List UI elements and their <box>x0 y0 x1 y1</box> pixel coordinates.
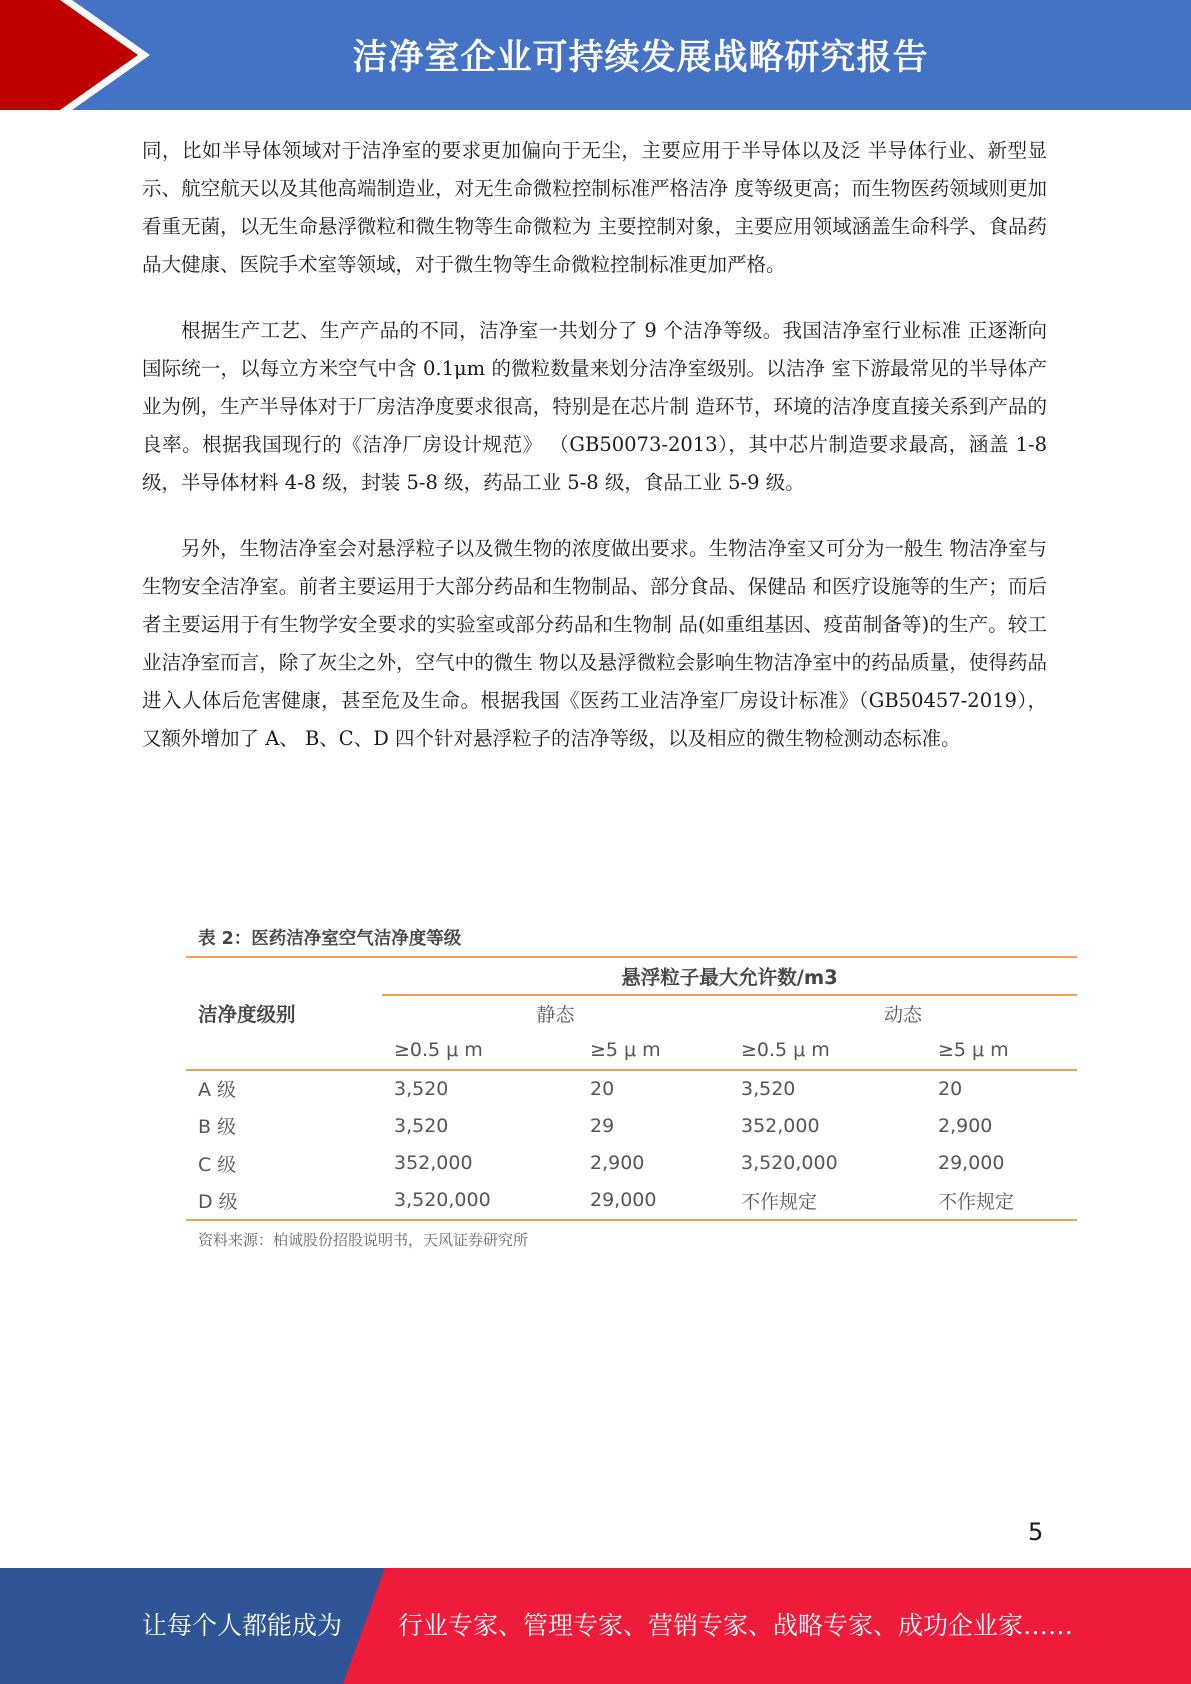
size-header-cell: ≥0.5 μ m <box>394 1039 483 1062</box>
grade-cell: D 级 <box>198 1190 238 1213</box>
value-cell: 352,000 <box>741 1114 820 1137</box>
state-dynamic-cell: 动态 <box>883 1004 922 1027</box>
grade-table <box>186 956 1077 1221</box>
table-row <box>186 1107 1077 1145</box>
value-cell: 29,000 <box>590 1189 657 1212</box>
grade-cell: A 级 <box>198 1079 237 1102</box>
value-cell: 2,900 <box>938 1114 993 1137</box>
paragraph-1: 同，比如半导体领域对于洁净室的要求更加偏向于无尘，主要应用于半导体以及泛 半导体行业、新型显示、航空航天以及其他高端制造业，对无生命微粒控制标准严格洁净 度等级更高；而生物医药领域则更加看重无菌，以无生命悬浮微粒和微生物等生命微粒为 主要控制对象，主要应用领域涵盖生命科学、食品药品大健康、医院手术室等领域，对于微生物等生命微粒控制标准更加严格。 <box>142 139 1047 276</box>
state-static-cell: 静态 <box>536 1004 575 1027</box>
value-cell: 3,520,000 <box>394 1189 491 1212</box>
footer-slogan-left: 让每个人都能成为 <box>142 1611 343 1640</box>
value-cell: 20 <box>590 1077 615 1100</box>
value-cell: 3,520,000 <box>741 1152 838 1175</box>
table-source-note: 资料来源：柏诚股份招股说明书，天风证券研究所 <box>198 1230 529 1249</box>
page-footer <box>0 1568 1191 1684</box>
size-header-cell: ≥0.5 μ m <box>741 1039 830 1062</box>
table-row <box>186 1070 1077 1108</box>
grade-cell: C 级 <box>198 1153 237 1176</box>
grade-cell: B 级 <box>198 1116 237 1139</box>
table-row <box>186 1145 1077 1183</box>
value-cell: 20 <box>938 1077 963 1100</box>
value-cell: 3,520 <box>394 1114 449 1137</box>
value-cell: 3,520 <box>394 1077 449 1100</box>
value-cell: 29 <box>590 1114 615 1137</box>
body-content <box>142 132 1047 786</box>
size-header-cell: ≥5 μ m <box>590 1039 661 1062</box>
page-number: 5 <box>1028 1518 1044 1546</box>
group-header-cell: 悬浮粒子最大允许数/m3 <box>621 965 838 989</box>
table-row <box>186 1182 1077 1220</box>
value-cell: 不作规定 <box>741 1190 818 1213</box>
footer-slogan-right: 行业专家、管理专家、营销专家、战略专家、成功企业家…… <box>398 1611 1074 1640</box>
page-header <box>0 0 1191 110</box>
value-cell: 3,520 <box>741 1077 796 1100</box>
cleanroom-grade-table <box>186 922 1077 1250</box>
page-title: 洁净室企业可持续发展战略研究报告 <box>352 38 929 78</box>
value-cell: 29,000 <box>938 1152 1005 1175</box>
value-cell: 352,000 <box>394 1152 473 1175</box>
paragraph-2: 根据生产工艺、生产产品的不同，洁净室一共划分了 9 个洁净等级。我国洁净室行业标准 正逐渐向国际统一，以每立方米空气中含 0.1μm 的微粒数量来划分洁净室级别。以洁净 室下游最常见的半导体产业为例，生产半导体对于厂房洁净度要求很高，特别是在芯片制 造环节，环境的洁净度直接关系到产品的良率。根据我国现行的《洁净厂房设计规范》 （GB50073-2013），其中芯片制造要求最高，涵盖 1-8 级，半导体材料 4-8 级，封装 5-8 级，药品工业 5-8 级，食品工业 5-9 级。 <box>142 319 1047 494</box>
table-caption: 表 2：医药洁净室空气洁净度等级 <box>198 929 462 949</box>
paragraph-3: 另外，生物洁净室会对悬浮粒子以及微生物的浓度做出要求。生物洁净室又可分为一般生 物洁净室与生物安全洁净室。前者主要运用于大部分药品和生物制品、部分食品、保健品 和医疗设施等的生产；而后者主要运用于有生物学安全要求的实验室或部分药品和生物制 品(如重组基因、疫苗制备等)的生产。较工业洁净室而言，除了灰尘之外，空气中的微生 物以及悬浮微粒会影响生物洁净室中的药品质量，使得药品进入人体后危害健康，甚至危及生命。根据我国《医药工业洁净室厂房设计标准》（GB50457-2019），又额外增加了 A、 B、C、D 四个针对悬浮粒子的洁净等级，以及相应的微生物检测动态标准。 <box>142 537 1047 750</box>
value-cell: 2,900 <box>590 1152 645 1175</box>
size-header-cell: ≥5 μ m <box>938 1039 1009 1062</box>
value-cell: 不作规定 <box>938 1190 1015 1213</box>
row-header-cell: 洁净度级别 <box>186 957 382 1070</box>
